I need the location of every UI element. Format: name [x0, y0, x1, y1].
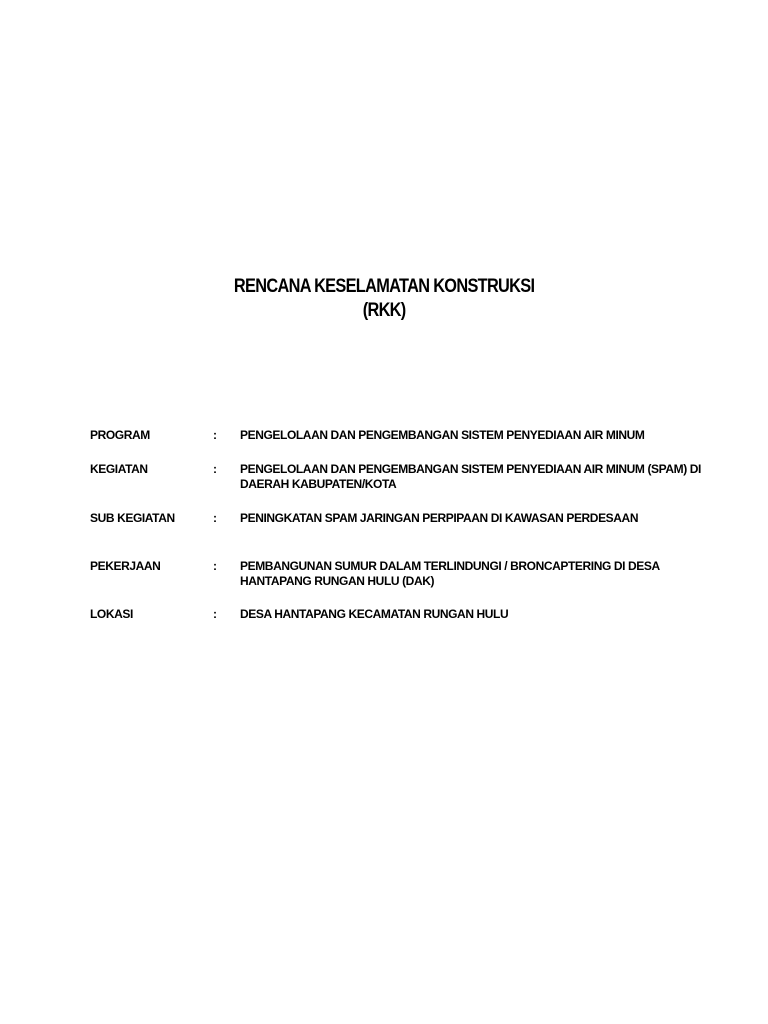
field-value-program: PENGELOLAAN DAN PENGEMBANGAN SISTEM PENYEDIAAN AIR MINUM [240, 428, 645, 442]
field-value-sub-kegiatan: PENINGKATAN SPAM JARINGAN PERPIPAAN DI KAWASAN PERDESAAN [240, 511, 639, 525]
field-separator: : [213, 607, 217, 621]
field-separator: : [213, 559, 217, 573]
field-value-lokasi: DESA HANTAPANG KECAMATAN RUNGAN HULU [240, 607, 509, 621]
field-separator: : [213, 428, 217, 442]
field-label-kegiatan: KEGIATAN [90, 462, 148, 476]
field-value-pekerjaan: PEMBANGUNAN SUMUR DALAM TERLINDUNGI / BRONCAPTERING DI DESA HANTAPANG RUNGAN HULU (DAK) [240, 559, 660, 588]
document-title [54, 275, 714, 323]
field-separator: : [213, 511, 217, 525]
title-line-2: (RKK) [362, 300, 406, 321]
field-label-program: PROGRAM [90, 428, 150, 442]
field-label-sub-kegiatan: SUB KEGIATAN [90, 511, 175, 525]
title-line-1: RENCANA KESELAMATAN KONSTRUKSI [233, 276, 535, 297]
field-label-pekerjaan: PEKERJAAN [90, 559, 161, 573]
field-label-lokasi: LOKASI [90, 607, 133, 621]
field-separator: : [213, 462, 217, 476]
field-value-kegiatan: PENGELOLAAN DAN PENGEMBANGAN SISTEM PENYEDIAAN AIR MINUM (SPAM) DI DAERAH KABUPATEN/KOTA [240, 462, 701, 491]
